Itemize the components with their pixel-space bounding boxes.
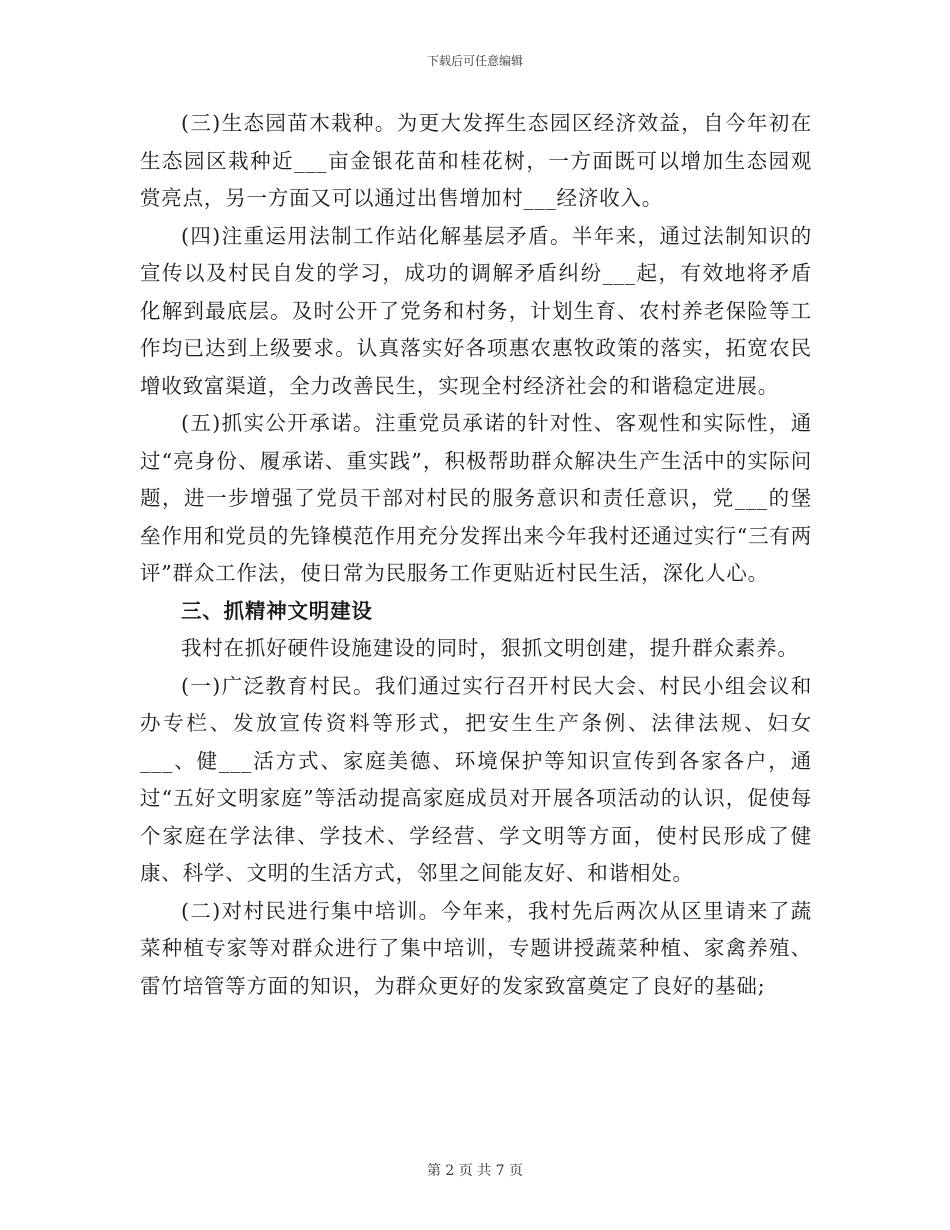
paragraph-intro-civilization: 我村在抓好硬件设施建设的同时，狠抓文明创建，提升群众素养。: [181, 636, 799, 660]
paragraph-seedling-planting: (三)生态园苗木栽种。为更大发挥生态园区经济效益，自今年初在生态园区栽种近___亩金银花苗和桂花树，一方面既可以增加生态园观赏亮点，另一方面又可以通过出售增加村___经济收入。: [140, 111, 812, 210]
document-body: [140, 105, 812, 1005]
section-heading-spiritual-civilization: 三、抓精神文明建设: [181, 598, 373, 623]
paragraph-legal-workstation: (四)注重运用法制工作站化解基层矛盾。半年来，通过法制知识的宣传以及村民自发的学习，成功的调解矛盾纠纷___起，有效地将矛盾化解到最底层。及时公开了党务和村务，计划生育、农村养老保险等工作均已达到上级要求。认真落实好各项惠农惠牧政策的落实，拓宽农民增收致富渠道，全力改善民生，实现全村经济社会的和谐稳定进展。: [140, 223, 812, 398]
paragraph-public-commitment: (五)抓实公开承诺。注重党员承诺的针对性、客观性和实际性，通过“亮身份、履承诺、重实践”，积极帮助群众解决生产生活中的实际问题，进一步增强了党员干部对村民的服务意识和责任意识，党___的堡垒作用和党员的先锋模范作用充分发挥出来今年我村还通过实行“三有两评”群众工作法，使日常为民服务工作更贴近村民生活，深化人心。: [140, 411, 812, 585]
paragraph-educate-villagers: (一)广泛教育村民。我们通过实行召开村民大会、村民小组会议和办专栏、发放宣传资料等形式，把安生生产条例、法律法规、妇女___、健___活方式、家庭美德、环境保护等知识宣传到各家各户，通过“五好文明家庭”等活动提高家庭成员对开展各项活动的认识，促使每个家庭在学法律、学技术、学经营、学文明等方面，使村民形成了健康、科学、文明的生活方式，邻里之间能友好、和谐相处。: [140, 673, 812, 885]
page-header: 下载后可任意编辑: [426, 54, 523, 68]
paragraph-training: (二)对村民进行集中培训。今年来，我村先后两次从区里请来了蔬菜种植专家等对群众进行了集中培训，专题讲授蔬菜种植、家禽养殖、雷竹培管等方面的知识，为群众更好的发家致富奠定了良好的基础;: [140, 898, 812, 998]
page-footer: 第 2 页 共 7 页: [426, 1163, 524, 1179]
